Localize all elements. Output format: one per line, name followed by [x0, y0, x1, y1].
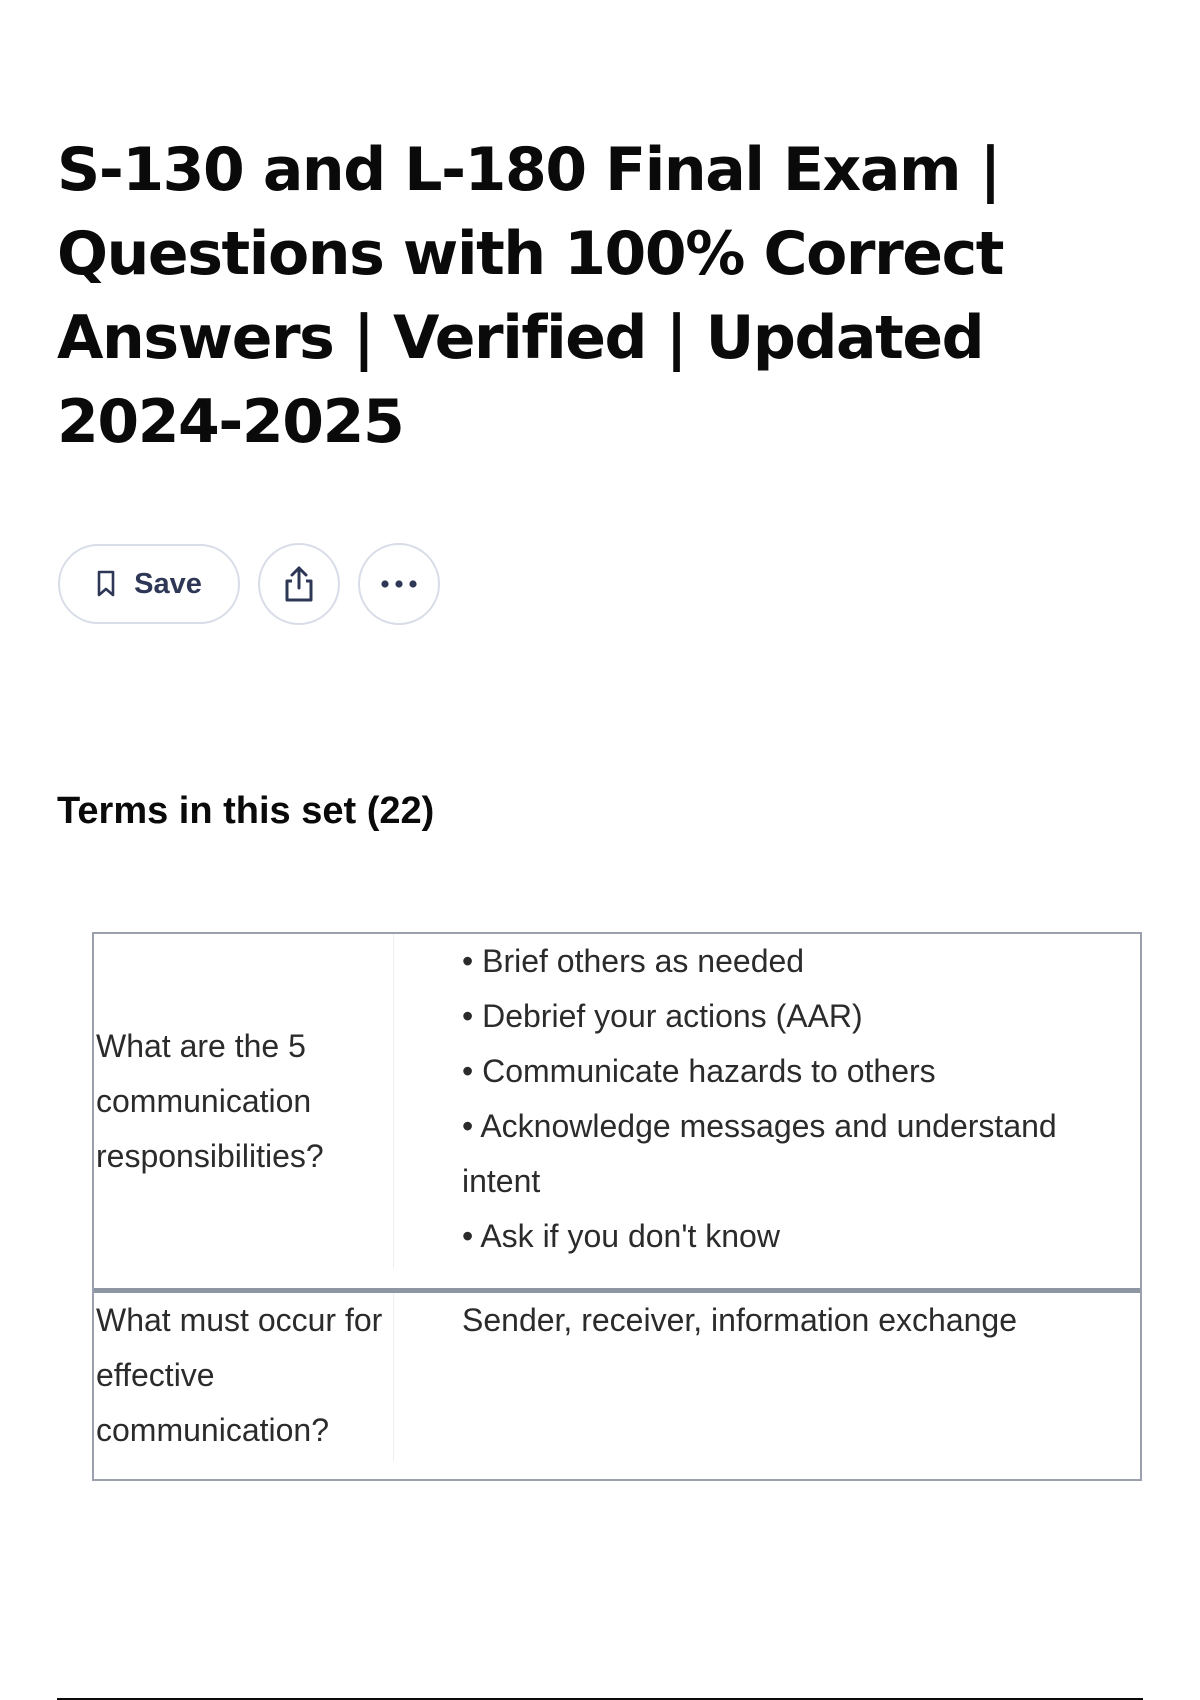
bookmark-icon [96, 570, 116, 598]
definition-line: • Communicate hazards to others [462, 1053, 936, 1089]
term-cell [94, 934, 394, 1268]
page-title: S-130 and L-180 Final Exam | Questions with 100% Correct Answers | Verified | Updated 2024-2025 [57, 135, 1004, 457]
definition-cell [394, 934, 1140, 1288]
action-bar [58, 542, 440, 626]
term-row [94, 1288, 1140, 1479]
terms-table [92, 932, 1142, 1481]
more-options-icon [379, 579, 419, 589]
definition-cell [394, 1293, 1140, 1479]
definition-line: Sender, receiver, information exchange [462, 1302, 1017, 1338]
definition-line: • Debrief your actions (AAR) [462, 998, 863, 1034]
terms-heading: Terms in this set (22) [57, 790, 435, 832]
definition-line: • Ask if you don't know [462, 1218, 780, 1254]
share-button[interactable] [258, 543, 340, 625]
save-button[interactable] [58, 544, 240, 624]
term-text: What must occur for effective communication? [96, 1302, 383, 1448]
definition-line: • Acknowledge messages and understand intent [462, 1108, 1066, 1199]
term-cell [94, 1293, 394, 1461]
more-options-button[interactable] [358, 543, 440, 625]
save-button-label: Save [134, 567, 202, 600]
definition-line: • Brief others as needed [462, 943, 805, 979]
term-text: What are the 5 communication responsibilities? [96, 1027, 324, 1174]
share-icon [281, 564, 317, 604]
term-row [94, 934, 1140, 1288]
